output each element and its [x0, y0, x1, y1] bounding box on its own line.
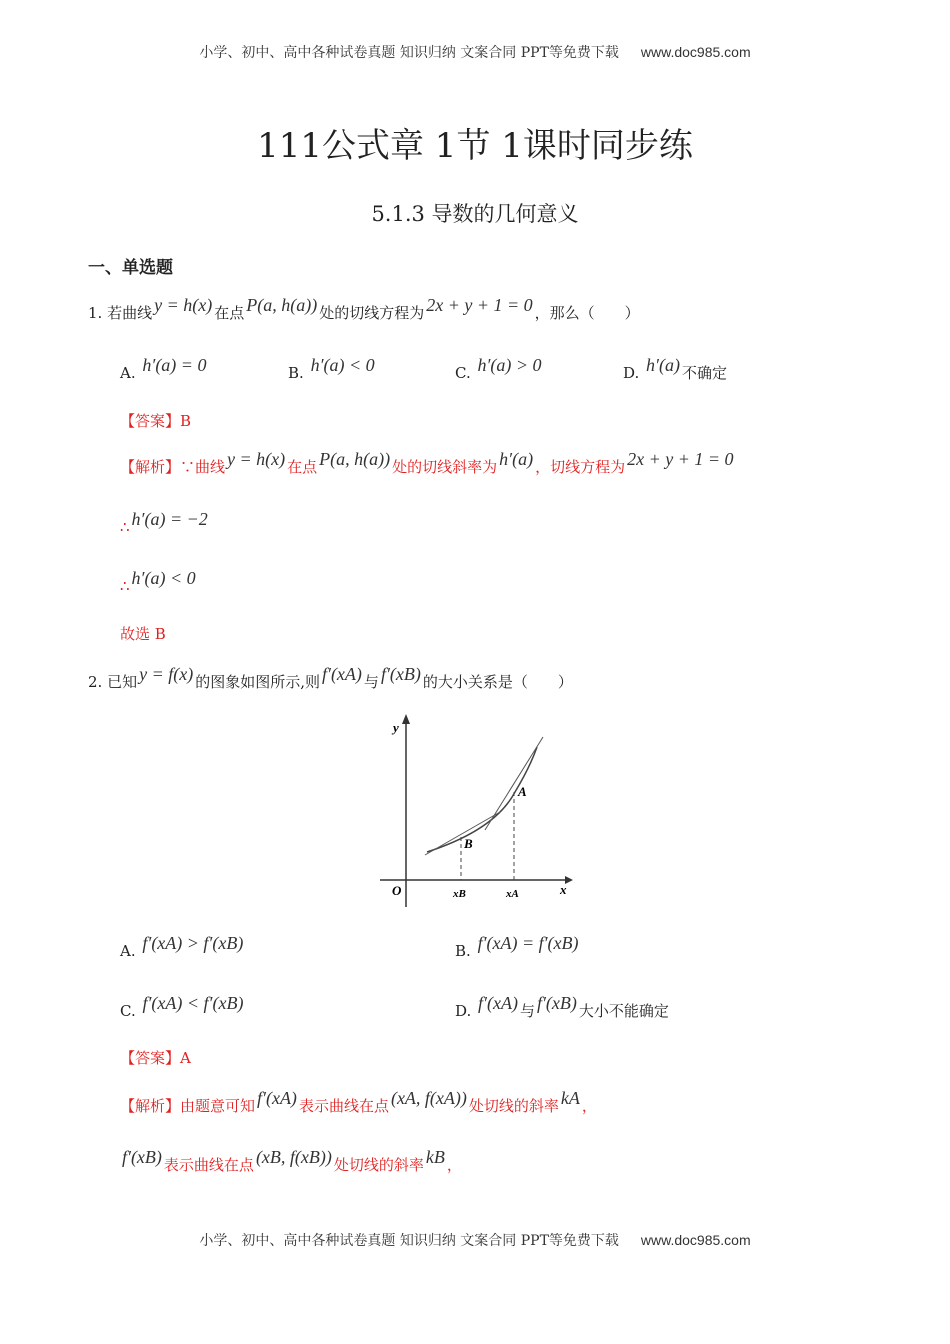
text-segment: D.: [455, 1002, 477, 1020]
math-expression: y = h(x): [227, 449, 286, 469]
text-segment: C.: [455, 364, 476, 382]
math-expression: f′(xB): [380, 664, 421, 684]
text-segment: 的图象如图所示,则: [195, 673, 320, 691]
q1-option-a: [120, 355, 208, 383]
document-title: 111公式章 1节 1课时同步练: [257, 126, 693, 166]
math-expression: y = f(x): [139, 664, 194, 684]
math-expression: f′(xA) > f′(xB): [142, 933, 244, 953]
q2-option-c: [120, 993, 245, 1021]
q2-option-b: [455, 933, 581, 961]
math-expression: f′(xA) = f′(xB): [477, 933, 579, 953]
origin-label: O: [392, 883, 402, 898]
text-segment: 2. 已知: [88, 673, 138, 691]
text-segment: ∴: [120, 518, 130, 536]
math-expression: f′(xA): [322, 664, 362, 684]
text-segment: 不确定: [681, 364, 727, 382]
math-expression: P(a, h(a)): [246, 295, 318, 315]
math-expression: kA: [560, 1088, 580, 1108]
footer-text: 小学、初中、高中各种试卷真题 知识归纳 文案合同 PPT等免费下载: [199, 1233, 619, 1249]
function-graph: [375, 712, 575, 907]
text-segment: ，切线方程为: [535, 458, 626, 476]
text-segment: 大小不能确定: [578, 1002, 669, 1020]
q1-option-b: [288, 355, 377, 383]
point-b-label: B: [464, 836, 473, 851]
math-expression: (xB, f(xB)): [255, 1147, 332, 1167]
x-label: x: [560, 882, 567, 897]
text-segment: 处切线的斜率: [333, 1156, 424, 1174]
text-segment: 表示曲线在点: [298, 1097, 389, 1115]
math-expression: h′(a) = −2: [131, 509, 208, 529]
q1-option-d: [623, 355, 727, 383]
question-1-stem: [88, 295, 640, 323]
text-segment: 【解析】∵曲线: [120, 458, 226, 476]
text-segment: 在点: [287, 458, 318, 476]
q1-option-c: [455, 355, 544, 383]
math-expression: f′(xA) < f′(xB): [142, 993, 244, 1013]
text-segment: ，那么（ ）: [534, 304, 640, 322]
math-expression: h′(a) = 0: [142, 355, 207, 375]
xb-label: xB: [453, 888, 466, 900]
text-segment: 故选 B: [120, 625, 166, 643]
xa-label: xA: [506, 888, 519, 900]
text-segment: D.: [623, 364, 645, 382]
document-subtitle: 5.1.3 导数的几何意义: [371, 202, 579, 226]
point-a-label: A: [518, 784, 527, 799]
q1-analysis: [120, 449, 736, 477]
text-segment: ，: [581, 1097, 597, 1115]
section-heading: 一、单选题: [88, 258, 173, 278]
math-expression: 2x + y + 1 = 0: [426, 295, 533, 315]
text-segment: 处的切线方程为: [319, 304, 425, 322]
text-segment: 【答案】A: [120, 1049, 191, 1067]
q2-analysis: [120, 1088, 597, 1116]
text-segment: A.: [120, 942, 141, 960]
math-expression: f′(xB): [122, 1147, 162, 1167]
text-segment: 表示曲线在点: [163, 1156, 254, 1174]
text-segment: ，: [446, 1156, 462, 1174]
curve: [427, 747, 537, 852]
text-segment: 处切线的斜率: [468, 1097, 559, 1115]
math-expression: y = h(x): [154, 295, 213, 315]
q2-answer: [120, 1047, 191, 1068]
text-segment: C.: [120, 1002, 141, 1020]
y-axis-arrow-icon: [402, 714, 410, 724]
tangent-line-b: [425, 812, 500, 855]
q1-answer: [120, 410, 191, 431]
header-url[interactable]: www.doc985.com: [640, 44, 751, 60]
q1-step-1: [120, 509, 210, 537]
math-expression: h′(a) > 0: [477, 355, 542, 375]
math-expression: h′(a) < 0: [131, 568, 196, 588]
math-expression: h′(a): [646, 355, 680, 375]
math-expression: kB: [425, 1147, 445, 1167]
q1-step-2: [120, 568, 198, 596]
math-expression: h′(a): [499, 449, 534, 469]
text-segment: A.: [120, 364, 141, 382]
text-segment: 与: [519, 1002, 535, 1020]
page-footer: [0, 1230, 950, 1250]
question-2-stem: [88, 664, 573, 692]
q2-analysis-2: [120, 1147, 462, 1175]
footer-url[interactable]: www.doc985.com: [640, 1232, 751, 1248]
q2-option-a: [120, 933, 245, 961]
text-segment: B.: [455, 942, 476, 960]
y-label: y: [393, 720, 399, 735]
text-segment: 处的切线斜率为: [392, 458, 498, 476]
text-segment: 【解析】由题意可知: [120, 1097, 256, 1115]
text-segment: 【答案】B: [120, 412, 192, 430]
math-expression: f′(xA): [478, 993, 518, 1013]
text-segment: 与: [363, 673, 379, 691]
q2-option-d: [455, 993, 669, 1021]
math-expression: f′(xB): [536, 993, 577, 1013]
q1-conclusion: [120, 623, 166, 644]
math-expression: f′(xA): [257, 1088, 297, 1108]
math-expression: h′(a) < 0: [310, 355, 375, 375]
math-expression: 2x + y + 1 = 0: [627, 449, 734, 469]
text-segment: B.: [288, 364, 309, 382]
text-segment: 的大小关系是（ ）: [422, 673, 573, 691]
text-segment: 1. 若曲线: [88, 304, 153, 322]
page-header: [0, 42, 950, 62]
text-segment: ∴: [120, 577, 130, 595]
math-expression: P(a, h(a)): [319, 449, 391, 469]
header-text: 小学、初中、高中各种试卷真题 知识归纳 文案合同 PPT等免费下载: [199, 45, 619, 61]
math-expression: (xA, f(xA)): [390, 1088, 467, 1108]
text-segment: 在点: [214, 304, 245, 322]
